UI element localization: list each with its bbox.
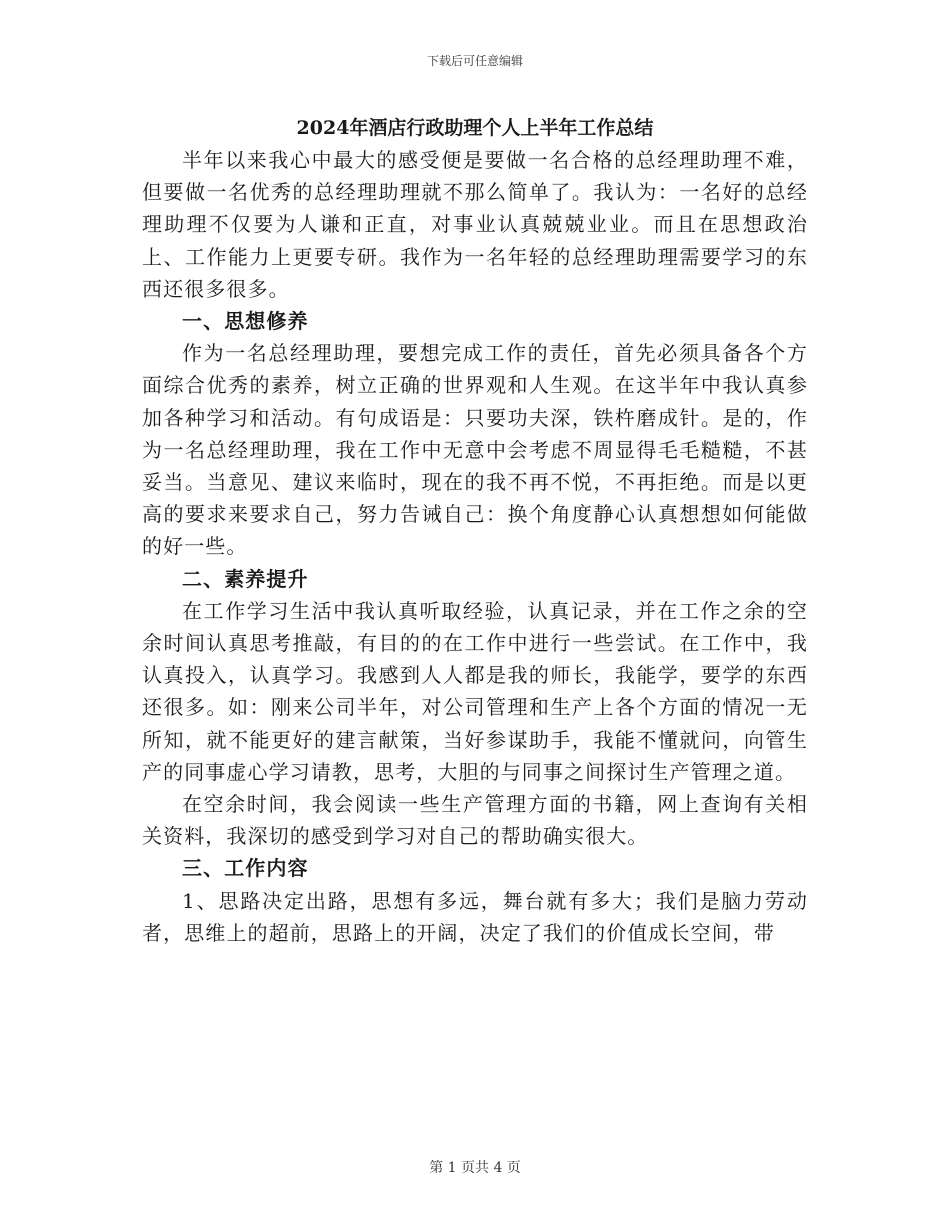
paragraph-intro: 半年以来我心中最大的感受便是要做一名合格的总经理助理不难，但要做一名优秀的总经理助理就不那么简单了。我认为：一名好的总经理助理不仅要为人谦和正直，对事业认真兢兢业业。而且在思想政治上、工作能力上更要专研。我作为一名年轻的总经理助理需要学习的东西还很多很多。 xyxy=(142,148,808,301)
page-number: 第 1 页共 4 页 xyxy=(429,1160,521,1176)
paragraph-section-3: 1、思路决定出路，思想有多远，舞台就有多大；我们是脑力劳动者，思维上的超前，思路上的开阔，决定了我们的价值成长空间，带 xyxy=(142,888,808,945)
paragraph-section-1: 作为一名总经理助理，要想完成工作的责任，首先必须具备各个方面综合优秀的素养，树立正确的世界观和人生观。在这半年中我认真参加各种学习和活动。有句成语是：只要功夫深，铁杵磨成针。是的，作为一名总经理助理，我在工作中无意中会考虑不周显得毛毛糙糙，不甚妥当。当意见、建议来临时，现在的我不再不悦，不再拒绝。而是以更高的要求来要求自己，努力告诫自己：换个角度静心认真想想如何能做的好一些。 xyxy=(142,341,808,559)
paragraph-section-2a: 在工作学习生活中我认真听取经验，认真记录，并在工作之余的空余时间认真思考推敲，有目的的在工作中进行一些尝试。在工作中，我认真投入，认真学习。我感到人人都是我的师长，我能学，要学的东西还很多。如：刚来公司半年，对公司管理和生产上各个方面的情况一无所知，就不能更好的建言献策，当好参谋助手，我能不懂就问，向管生产的同事虚心学习请教，思考，大胆的与同事之间探讨生产管理之道。 xyxy=(142,598,808,784)
section-heading-3: 三、工作内容 xyxy=(182,856,309,881)
section-heading-1: 一、思想修养 xyxy=(182,309,309,334)
paragraph-section-2b: 在空余时间，我会阅读一些生产管理方面的书籍，网上查询有关相关资料，我深切的感受到学习对自己的帮助确实很大。 xyxy=(142,792,808,849)
document-title: 2024年酒店行政助理个人上半年工作总结 xyxy=(296,117,654,139)
page-header-note: 下载后可任意编辑 xyxy=(426,54,523,68)
section-heading-2: 二、素养提升 xyxy=(182,566,309,591)
document-body xyxy=(142,112,808,949)
